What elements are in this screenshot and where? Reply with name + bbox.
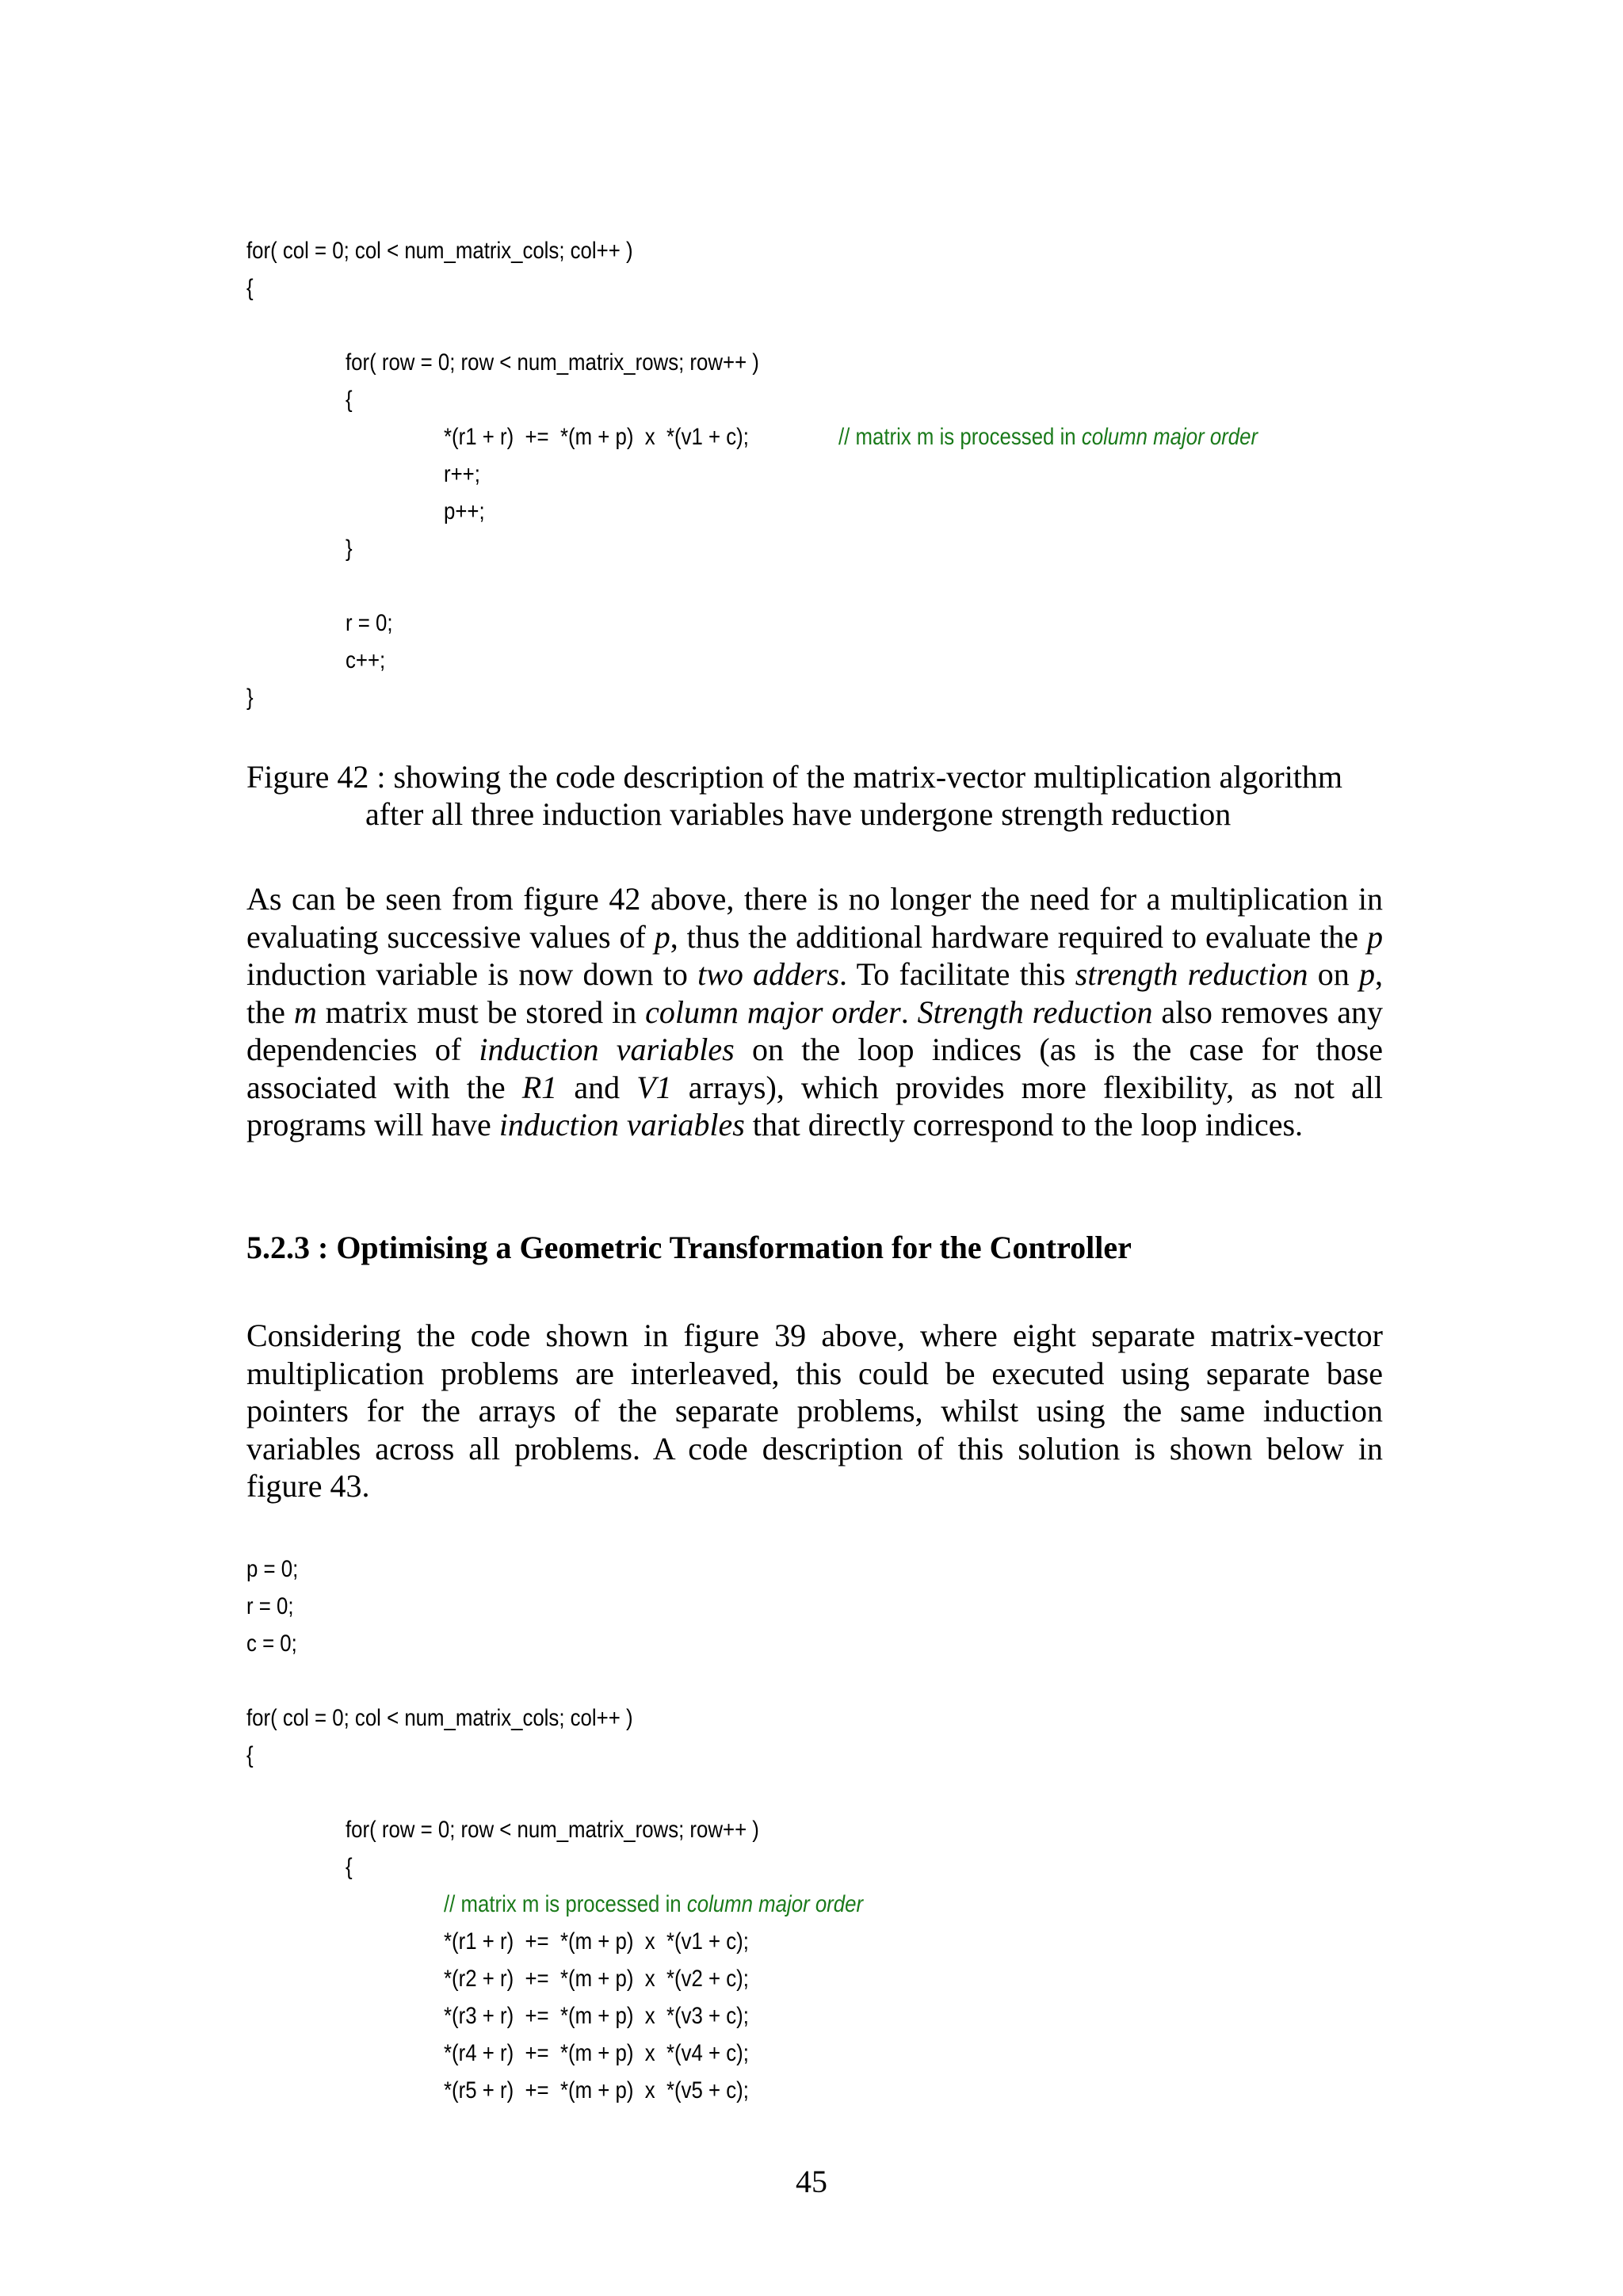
caption-line: after all three induction variables have undergone strength reduction [365,796,1232,832]
code-line: p++; [444,498,485,524]
comment-text: // matrix m is processed in [444,1891,687,1917]
body-paragraph: Considering the code shown in figure 39 above, where eight separate matrix-vector multiplication problems are interleaved, this could be executed using separate base pointers for the arrays of the separate problems, whilst using the same induction variables across all problems. A code description of this solution is shown below in figure 43. [246,1318,1383,1504]
code-line: { [346,1854,353,1880]
code-line: } [346,536,353,562]
figure-caption [246,758,1383,833]
comment-emphasis: column major order [686,1891,864,1917]
code-comment [444,1893,863,1917]
code-line: c++; [346,647,386,673]
body-paragraph: As can be seen from figure 42 above, there is no longer the need for a multiplication in evaluating successive values of p, thus the additional hardware required to evaluate the p induction variable is now down to two adders. To facilitate this strength reduction on p, the m matrix must be stored in column major order. Strength reduction also removes any dependencies of induction variables on the loop indices (as is the case for those associated with the R1 and V1 arrays), which provides more flexibility, as not all programs will have induction variables that directly correspond to the loop indices. [246,881,1384,1142]
code-line: r = 0; [246,1593,294,1619]
comment-text: // matrix m is processed in [838,424,1082,450]
code-line: *(r3 + r) += *(m + p) x *(v3 + c); [444,2003,749,2029]
code-comment [838,425,1258,449]
code-line: *(r1 + r) += *(m + p) x *(v1 + c); [444,1928,749,1955]
code-line: r = 0; [346,610,393,636]
comment-emphasis: column major order [1081,424,1258,450]
page-number: 45 [796,2164,827,2199]
code-line: } [246,685,254,711]
code-line: { [246,1742,254,1768]
code-line: *(r2 + r) += *(m + p) x *(v2 + c); [444,1966,749,1992]
code-line: for( row = 0; row < num_matrix_rows; row++ ) [346,1817,759,1843]
code-line: *(r1 + r) += *(m + p) x *(v1 + c); [444,424,749,450]
code-line: c = 0; [246,1630,297,1657]
code-line: r++; [444,461,480,487]
code-line: for( row = 0; row < num_matrix_rows; row++ ) [346,349,759,376]
code-line: for( col = 0; col < num_matrix_cols; col++ ) [246,1705,633,1731]
code-line: *(r5 + r) += *(m + p) x *(v5 + c); [444,2077,749,2103]
code-line: for( col = 0; col < num_matrix_cols; col++ ) [246,238,633,264]
section-heading: 5.2.3 : Optimising a Geometric Transformation for the Controller [246,1230,1132,1265]
code-line: { [246,275,254,301]
code-line: *(r4 + r) += *(m + p) x *(v4 + c); [444,2040,749,2066]
code-line: p = 0; [246,1556,299,1582]
code-line: { [346,387,353,413]
caption-line: Figure 42 : showing the code description of the matrix-vector multiplication algorithm [246,759,1343,795]
